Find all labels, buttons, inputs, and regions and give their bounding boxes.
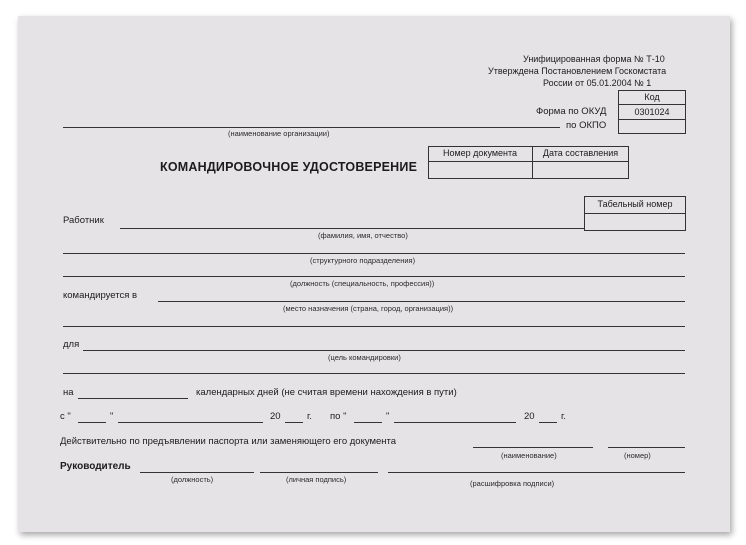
period-to-year-prefix: 20 xyxy=(524,411,535,422)
period-to-day-line[interactable] xyxy=(354,422,382,423)
passport-name-line[interactable] xyxy=(473,447,593,448)
org-caption: (наименование организации) xyxy=(228,129,330,138)
passport-number-line[interactable] xyxy=(608,447,685,448)
worker-dept-line[interactable] xyxy=(63,253,685,254)
form-header-line2: Утверждена Постановлением Госкомстата xyxy=(488,66,667,76)
period-to-month-line[interactable] xyxy=(394,422,516,423)
purpose-line-2[interactable] xyxy=(63,373,685,374)
worker-position-caption: (должность (специальность, профессия)) xyxy=(290,279,435,288)
duration-prefix: на xyxy=(63,387,74,398)
tabel-number-header: Табельный номер xyxy=(597,199,673,209)
form-header-line1: Унифицированная форма № Т-10 xyxy=(523,54,665,64)
form-header-line3: России от 05.01.2004 № 1 xyxy=(543,78,652,88)
signature-sign-line[interactable] xyxy=(260,472,378,473)
purpose-line[interactable] xyxy=(83,350,685,351)
okpo-label: по ОКПО xyxy=(566,120,607,131)
purpose-caption: (цель командировки) xyxy=(328,353,401,362)
duration-days-line[interactable] xyxy=(78,398,188,399)
worker-fio-line[interactable] xyxy=(120,228,584,229)
passport-text: Действительно по предъявлении паспорта или заменяющего его документа xyxy=(60,436,397,447)
period-from-day-line[interactable] xyxy=(78,422,106,423)
signature-sign-caption: (личная подпись) xyxy=(286,475,347,484)
okud-label: Форма по ОКУД xyxy=(536,106,607,117)
period-from-label: с " xyxy=(60,411,71,422)
period-from-quote: " xyxy=(110,411,114,422)
passport-number-caption: (номер) xyxy=(624,451,651,460)
duration-suffix: календарных дней (не считая времени нахождения в пути) xyxy=(196,387,457,398)
destination-line-2[interactable] xyxy=(63,326,685,327)
destination-line[interactable] xyxy=(158,301,685,302)
worker-label: Работник xyxy=(63,215,104,226)
period-to-quote: " xyxy=(386,411,390,422)
passport-name-caption: (наименование) xyxy=(501,451,557,460)
destination-label: командируется в xyxy=(63,290,138,301)
code-header: Код xyxy=(644,92,660,102)
signature-position-line[interactable] xyxy=(140,472,254,473)
okud-value: 0301024 xyxy=(634,107,670,117)
form-sheet xyxy=(18,16,730,532)
period-to-year-line[interactable] xyxy=(539,422,557,423)
period-from-month-line[interactable] xyxy=(118,422,263,423)
period-to-label: по " xyxy=(330,411,347,422)
period-from-year-suffix: г. xyxy=(307,411,312,422)
destination-caption: (место назначения (страна, город, организация)) xyxy=(283,304,454,313)
worker-dept-caption: (структурного подразделения) xyxy=(310,256,416,265)
period-from-year-prefix: 20 xyxy=(270,411,281,422)
signature-position-caption: (должность) xyxy=(171,475,214,484)
period-to-year-suffix: г. xyxy=(561,411,566,422)
doc-number-header: Номер документа xyxy=(442,148,518,158)
worker-position-line[interactable] xyxy=(63,276,685,277)
worker-fio-caption: (фамилия, имя, отчество) xyxy=(318,231,408,240)
document-title: КОМАНДИРОВОЧНОЕ УДОСТОВЕРЕНИЕ xyxy=(160,160,418,174)
org-name-line[interactable] xyxy=(63,127,560,128)
signature-label: Руководитель xyxy=(60,461,131,472)
purpose-label: для xyxy=(63,339,80,350)
signature-decode-line[interactable] xyxy=(388,472,685,473)
doc-date-header: Дата составления xyxy=(542,148,619,158)
period-from-year-line[interactable] xyxy=(285,422,303,423)
signature-decode-caption: (расшифровка подписи) xyxy=(470,479,555,488)
